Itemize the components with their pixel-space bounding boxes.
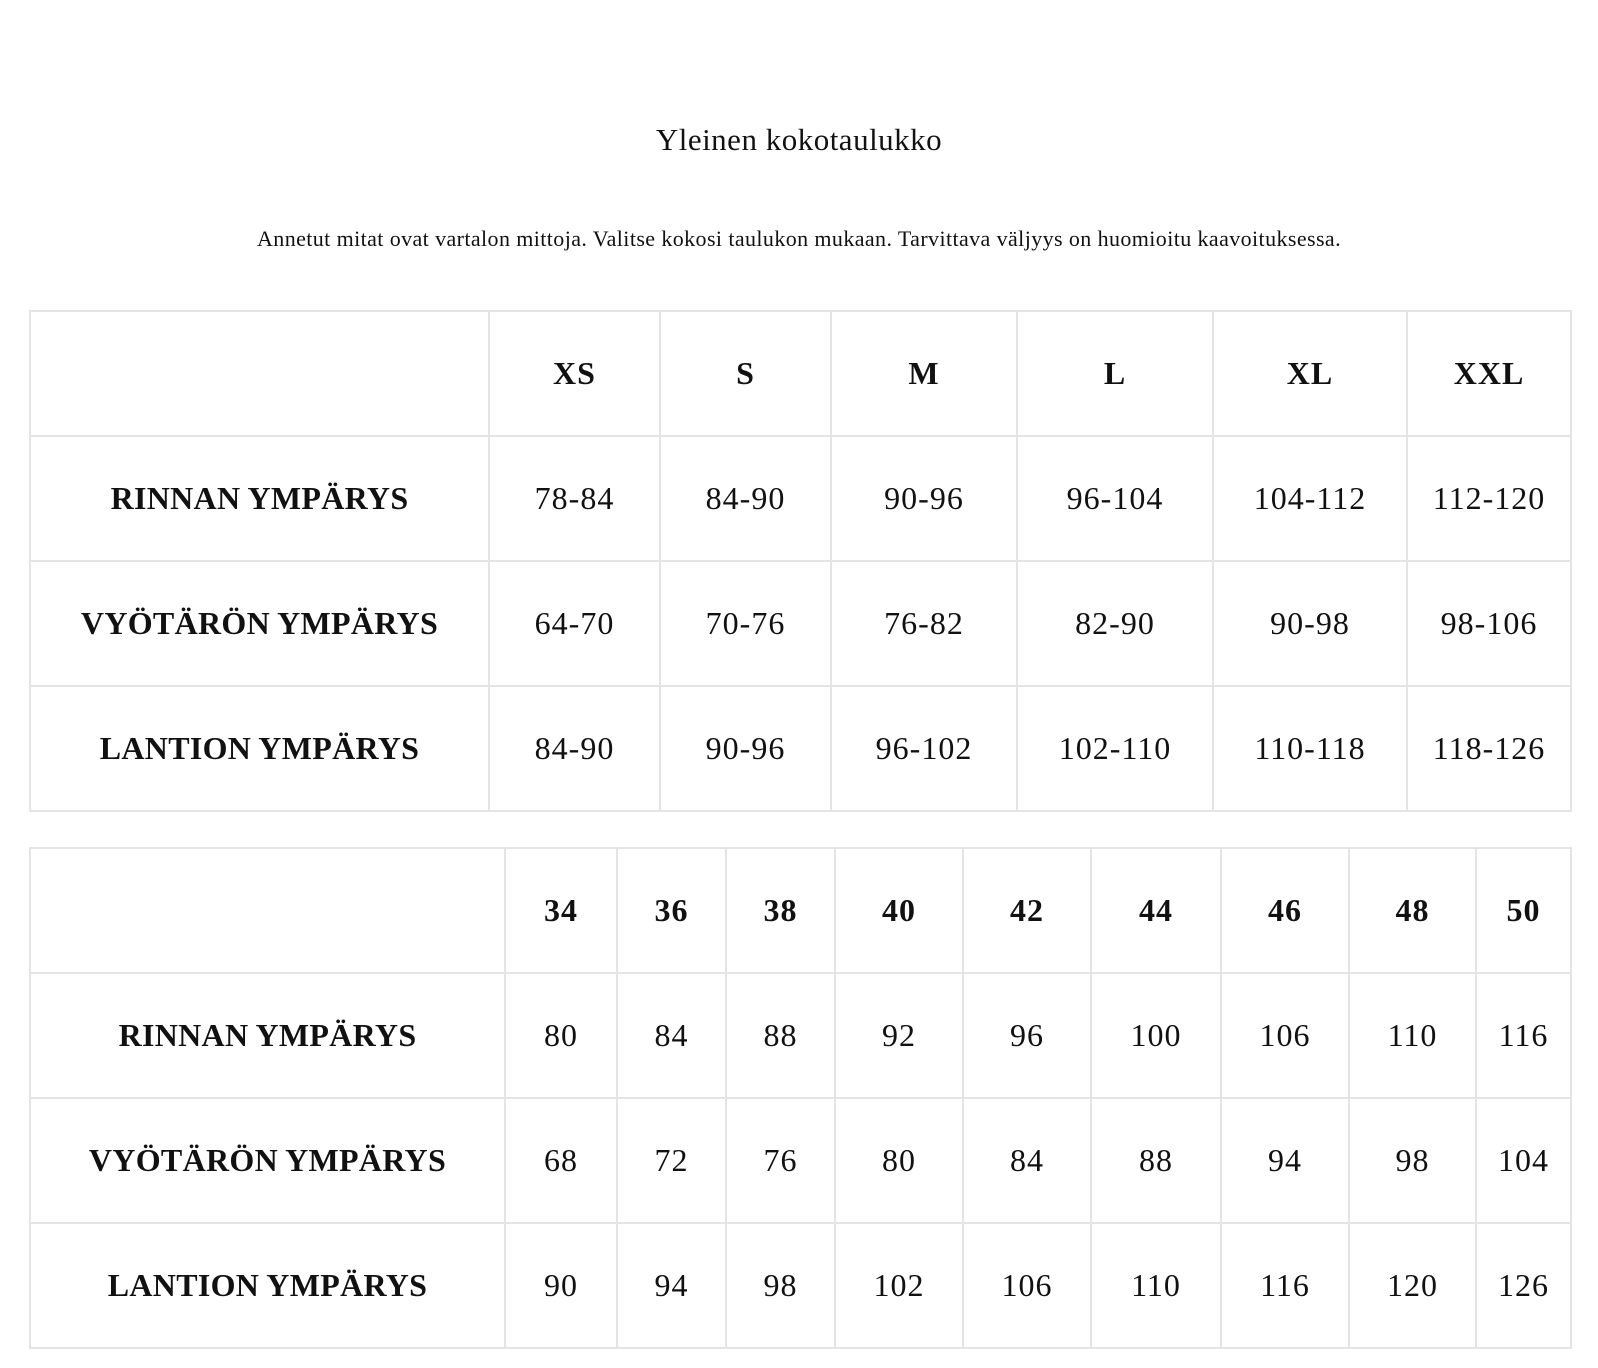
corner-cell [30, 848, 505, 973]
measure-value: 70-76 [660, 561, 831, 686]
measure-label: LANTION YMPÄRYS [30, 686, 489, 811]
measure-value: 84-90 [489, 686, 660, 811]
table-row [30, 1223, 1571, 1348]
measure-value: 102-110 [1017, 686, 1213, 811]
measure-label: RINNAN YMPÄRYS [30, 973, 505, 1098]
letter-size-table [29, 310, 1572, 812]
size-header: 44 [1091, 848, 1221, 973]
measure-value: 72 [617, 1098, 726, 1223]
size-header: XXL [1407, 311, 1571, 436]
measure-value: 126 [1476, 1223, 1571, 1348]
measure-value: 88 [1091, 1098, 1221, 1223]
measure-value: 110-118 [1213, 686, 1407, 811]
measure-value: 116 [1476, 973, 1571, 1098]
measure-value: 112-120 [1407, 436, 1571, 561]
table-row [30, 973, 1571, 1098]
measure-value: 96-102 [831, 686, 1017, 811]
size-header: S [660, 311, 831, 436]
measure-value: 104-112 [1213, 436, 1407, 561]
measure-value: 98-106 [1407, 561, 1571, 686]
measure-value: 120 [1349, 1223, 1476, 1348]
measure-value: 90-96 [660, 686, 831, 811]
measure-value: 104 [1476, 1098, 1571, 1223]
measure-value: 68 [505, 1098, 617, 1223]
table-header-row [30, 311, 1571, 436]
corner-cell [30, 311, 489, 436]
measure-value: 84 [963, 1098, 1091, 1223]
measure-value: 96 [963, 973, 1091, 1098]
measure-value: 106 [1221, 973, 1349, 1098]
measure-value: 90-98 [1213, 561, 1407, 686]
measure-value: 94 [617, 1223, 726, 1348]
measure-value: 64-70 [489, 561, 660, 686]
measure-value: 100 [1091, 973, 1221, 1098]
size-header: 50 [1476, 848, 1571, 973]
measure-value: 98 [726, 1223, 835, 1348]
size-header: 36 [617, 848, 726, 973]
measure-label: VYÖTÄRÖN YMPÄRYS [30, 1098, 505, 1223]
table-header-row [30, 848, 1571, 973]
size-header: 40 [835, 848, 963, 973]
numeric-size-table [29, 847, 1572, 1349]
size-header: XL [1213, 311, 1407, 436]
measure-value: 90-96 [831, 436, 1017, 561]
measure-value: 90 [505, 1223, 617, 1348]
measure-value: 88 [726, 973, 835, 1098]
measure-value: 76 [726, 1098, 835, 1223]
measure-value: 92 [835, 973, 963, 1098]
size-header: 34 [505, 848, 617, 973]
measure-value: 96-104 [1017, 436, 1213, 561]
measure-value: 110 [1091, 1223, 1221, 1348]
measure-value: 82-90 [1017, 561, 1213, 686]
table-row [30, 686, 1571, 811]
table-row [30, 436, 1571, 561]
measure-label: VYÖTÄRÖN YMPÄRYS [30, 561, 489, 686]
measure-value: 84-90 [660, 436, 831, 561]
measure-value: 102 [835, 1223, 963, 1348]
measure-label: RINNAN YMPÄRYS [30, 436, 489, 561]
measure-value: 116 [1221, 1223, 1349, 1348]
size-header: 48 [1349, 848, 1476, 973]
measure-value: 106 [963, 1223, 1091, 1348]
measure-value: 98 [1349, 1098, 1476, 1223]
measure-value: 80 [505, 973, 617, 1098]
measure-value: 94 [1221, 1098, 1349, 1223]
intro-text: Annetut mitat ovat vartalon mittoja. Valitse kokosi taulukon mukaan. Tarvittava väljyys on huomioitu kaavoituksessa. [257, 226, 1341, 251]
page-title: Yleinen kokotaulukko [655, 122, 943, 157]
size-header: 46 [1221, 848, 1349, 973]
measure-label: LANTION YMPÄRYS [30, 1223, 505, 1348]
size-header: 42 [963, 848, 1091, 973]
measure-value: 76-82 [831, 561, 1017, 686]
size-header: L [1017, 311, 1213, 436]
size-header: 38 [726, 848, 835, 973]
measure-value: 78-84 [489, 436, 660, 561]
measure-value: 84 [617, 973, 726, 1098]
size-header: M [831, 311, 1017, 436]
table-row [30, 561, 1571, 686]
measure-value: 118-126 [1407, 686, 1571, 811]
measure-value: 80 [835, 1098, 963, 1223]
size-header: XS [489, 311, 660, 436]
measure-value: 110 [1349, 973, 1476, 1098]
table-row [30, 1098, 1571, 1223]
